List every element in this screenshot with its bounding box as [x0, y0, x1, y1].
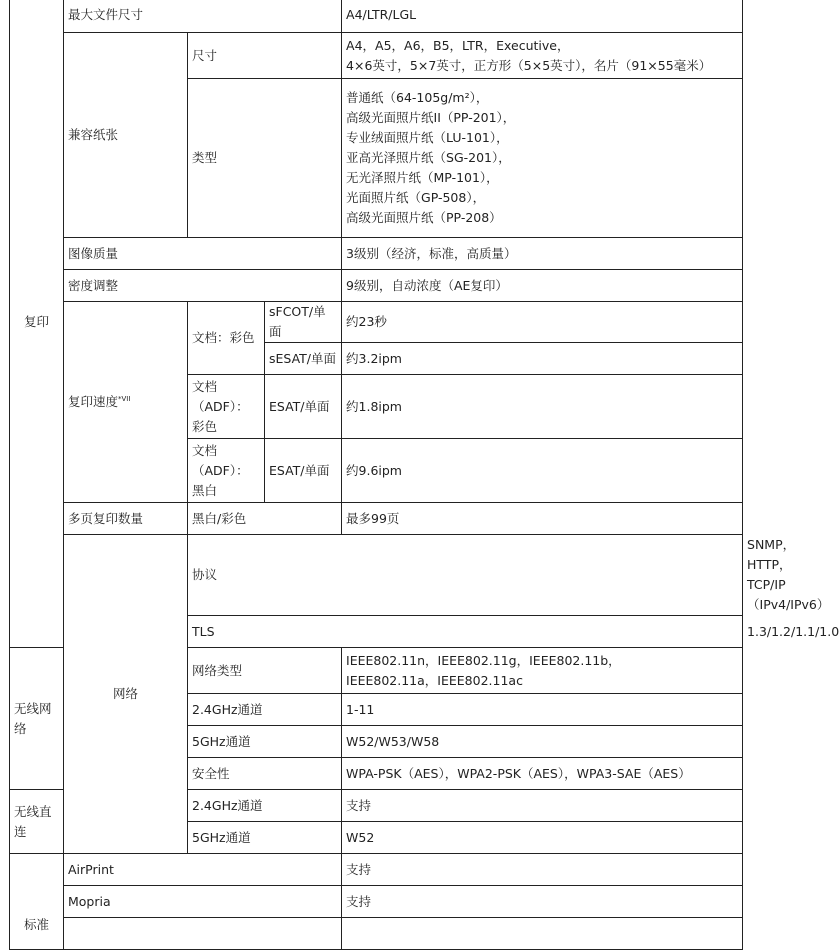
- value-line: 光面照片纸（GP-508），: [346, 190, 486, 205]
- sub-label: [188, 375, 265, 439]
- table-row: [10, 918, 743, 950]
- sub-label: 尺寸: [188, 33, 342, 79]
- value-line: 普通纸（64-105g/m²），: [346, 90, 489, 105]
- category-copy: 复印: [10, 0, 64, 648]
- table-row: [10, 854, 743, 886]
- row-label: 兼容纸张: [64, 33, 188, 238]
- footnote-mark: *VII: [118, 394, 131, 403]
- table-row: [10, 270, 743, 302]
- label-line: 文档: [192, 442, 218, 458]
- spec-table: [9, 0, 839, 950]
- value-line: A4，A5，A6，B5，LTR，Executive，: [346, 37, 570, 53]
- label-line: （ADF）：: [192, 398, 249, 414]
- row-value: WPA-PSK（AES），WPA2-PSK（AES），WPA3-SAE（AES）: [342, 758, 743, 790]
- value-line: 无光泽照片纸（MP-101），: [346, 170, 499, 185]
- mode-label: ESAT/单面: [265, 439, 342, 503]
- row-label: Mopria: [64, 886, 342, 918]
- row-label: 多页复印数量: [64, 503, 188, 535]
- row-value: [342, 33, 743, 79]
- row-label: TLS: [188, 616, 743, 648]
- row-label: 最大文件尺寸: [64, 0, 342, 33]
- table-row: TLS 1.3/1.2/1.1/1.0: [10, 616, 743, 648]
- table-row: [10, 302, 743, 343]
- row-value: [342, 648, 743, 694]
- table-row: 网络 协议 SNMP，HTTP，TCP/IP（IPv4/IPv6）: [10, 535, 743, 616]
- row-value: 1-11: [342, 694, 743, 726]
- row-value: 约1.8ipm: [342, 375, 743, 439]
- row-label: 无线网络: [10, 648, 64, 790]
- sub-label: 文档：彩色: [188, 302, 265, 375]
- row-label: 图像质量: [64, 238, 342, 270]
- label-line: 彩色: [192, 418, 218, 434]
- category-network: 网络: [64, 535, 188, 854]
- row-value: 支持: [342, 854, 743, 886]
- row-value: 最多99页: [342, 503, 743, 535]
- table-row: [10, 238, 743, 270]
- label-line: 文档: [192, 378, 218, 394]
- mode-label: sESAT/单面: [265, 343, 342, 375]
- value-line: 高级光面照片纸II（PP-201），: [346, 110, 516, 125]
- row-value: 支持: [342, 886, 743, 918]
- sub-label: 5GHz通道: [188, 726, 342, 758]
- sub-label: [188, 439, 265, 503]
- sub-label: 安全性: [188, 758, 342, 790]
- table-row: [10, 33, 743, 79]
- table-row: [10, 503, 743, 535]
- sub-label: 5GHz通道: [188, 822, 342, 854]
- row-label: AirPrint: [64, 854, 342, 886]
- row-value: 约3.2ipm: [342, 343, 743, 375]
- row-value: 3级别（经济，标准，高质量）: [342, 238, 743, 270]
- value-line: IEEE802.11n，IEEE802.11g，IEEE802.11b，: [346, 652, 621, 668]
- value-line: IEEE802.11a，IEEE802.11ac: [346, 672, 523, 688]
- value-line: 亚高光泽照片纸（SG-201），: [346, 150, 511, 165]
- value-line: 4×6英寸，5×7英寸，正方形（5×5英寸），名片（91×55毫米）: [346, 57, 712, 73]
- row-value: 约9.6ipm: [342, 439, 743, 503]
- sub-label: 2.4GHz通道: [188, 790, 342, 822]
- mode-label: sFCOT/单面: [265, 302, 342, 343]
- row-value: W52: [342, 822, 743, 854]
- label-line: 黑白: [192, 482, 218, 498]
- row-value: 支持: [342, 790, 743, 822]
- row-value: W52/W53/W58: [342, 726, 743, 758]
- value-line: 专业绒面照片纸（LU-101），: [346, 130, 509, 145]
- row-label: 无线直连: [10, 790, 64, 854]
- row-value: [342, 79, 743, 238]
- mode-label: ESAT/单面: [265, 375, 342, 439]
- sub-label: 2.4GHz通道: [188, 694, 342, 726]
- sub-label: 黑白/彩色: [188, 503, 342, 535]
- row-value: 约23秒: [342, 302, 743, 343]
- copy-speed-label: 复印速度: [68, 394, 119, 409]
- row-value: A4/LTR/LGL: [342, 0, 743, 33]
- table-row: [10, 886, 743, 918]
- label-line: （ADF）：: [192, 462, 249, 478]
- value-line: 高级光面照片纸（PP-208）: [346, 210, 502, 225]
- sub-label: 网络类型: [188, 648, 342, 694]
- category-label: 标准: [23, 916, 49, 932]
- table-row: [10, 0, 743, 33]
- row-label: 协议: [188, 535, 743, 616]
- category-mobile: [10, 854, 64, 950]
- row-label: [64, 302, 188, 503]
- row-label: 密度调整: [64, 270, 342, 302]
- row-value: 9级别，自动浓度（AE复印）: [342, 270, 743, 302]
- sub-label: 类型: [188, 79, 342, 238]
